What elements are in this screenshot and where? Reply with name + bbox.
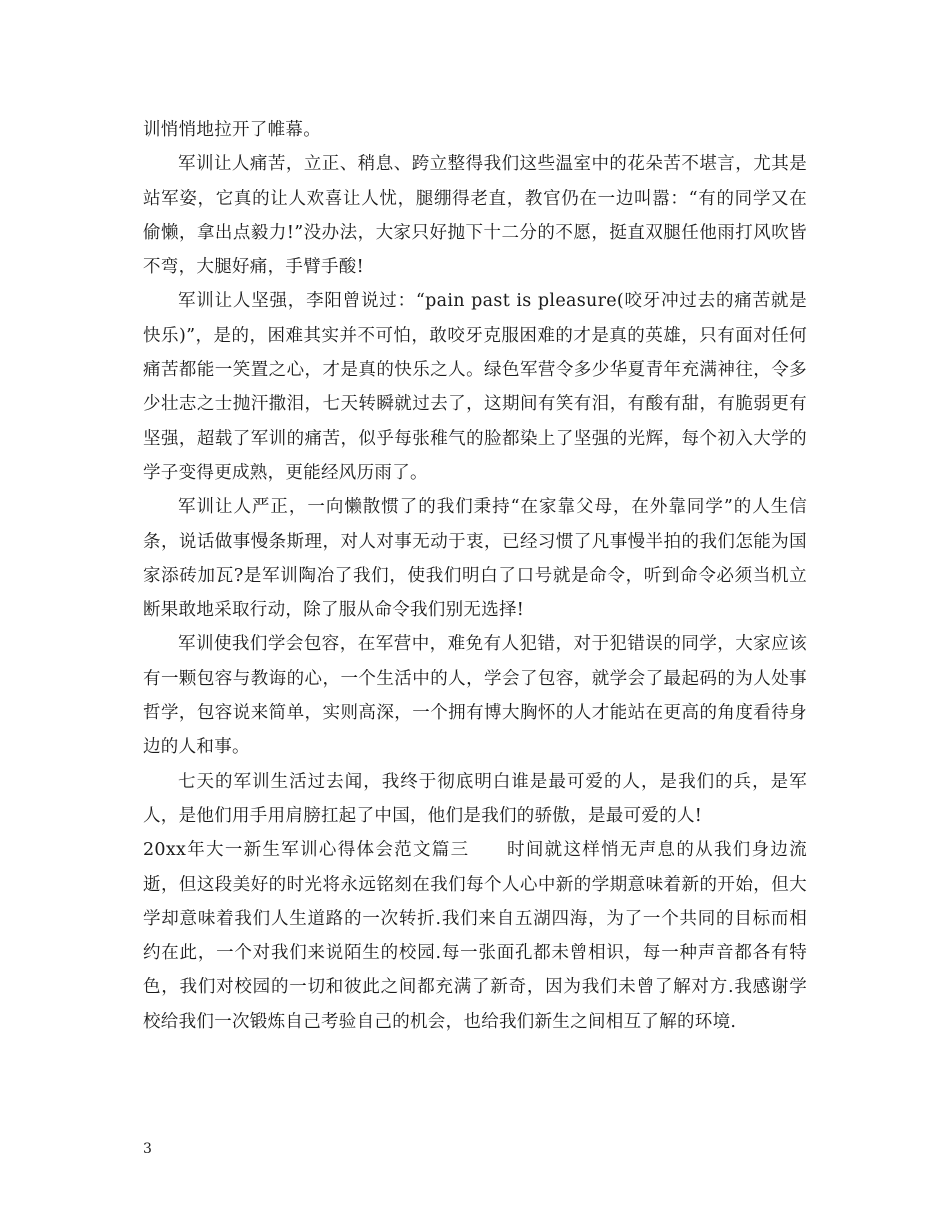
document-body: [143, 113, 807, 1039]
paragraph-5: 军训使我们学会包容，在军营中，难免有人犯错，对于犯错误的同学，大家应该有一颗包容与教诲的心，一个生活中的人，学会了包容，就学会了最起码的为人处事哲学，包容说来简单，实则高深，一个拥有博大胸怀的人才能站在更高的角度看待身边的人和事。: [143, 634, 807, 758]
paragraph-6: 七天的军训生活过去闻，我终于彻底明白谁是最可爱的人，是我们的兵，是军人，是他们用手用肩膀扛起了中国，他们是我们的骄傲，是最可爱的人!: [143, 771, 807, 826]
paragraph-7: 20xx年大一新生军训心得体会范文篇三 时间就这样悄无声息的从我们身边流逝，但这段美好的时光将永远铭刻在我们每个人心中新的学期意味着新的开始，但大学却意味着我们人生道路的一次转折.我们来自五湖四海，为了一个共同的目标而相约在此，一个对我们来说陌生的校园.每一张面孔都未曾相识，每一种声音都各有特色，我们对校园的一切和彼此之间都充满了新奇，因为我们未曾了解对方.我感谢学校给我们一次锻炼自己考验自己的机会，也给我们新生之间相互了解的环境.: [143, 840, 807, 1032]
paragraph-4: 军训让人严正，一向懒散惯了的我们秉持“在家靠父母，在外靠同学”的人生信条，说话做事慢条斯理，对人对事无动于衷，已经习惯了凡事慢半拍的我们怎能为国家添砖加瓦?是军训陶冶了我们，使我们明白了口号就是命令，听到命令必须当机立断果敢地采取行动，除了服从命令我们别无选择!: [143, 497, 807, 621]
paragraph-3: 军训让人坚强，李阳曾说过：“pain past is pleasure(咬牙冲过去的痛苦就是快乐)”，是的，困难其实并不可怕，敢咬牙克服困难的才是真的英雄，只有面对任何痛苦都能一笑置之心，才是真的快乐之人。绿色军营令多少华夏青年充满神往，令多少壮志之士抛汗撒泪，七天转瞬就过去了，这期间有笑有泪，有酸有甜，有脆弱更有坚强，超载了军训的痛苦，似乎每张稚气的脸都染上了坚强的光辉，每个初入大学的学子变得更成熟，更能经风历雨了。: [143, 291, 807, 483]
paragraph-2: 军训让人痛苦，立正、稍息、跨立整得我们这些温室中的花朵苦不堪言，尤其是站军姿，它真的让人欢喜让人忧，腿绷得老直，教官仍在一边叫嚣：“有的同学又在偷懒，拿出点毅力!”没办法，大家只好抛下十二分的不愿，挺直双腿任他雨打风吹皆不弯，大腿好痛，手臂手酸!: [143, 154, 807, 278]
page-number: 3: [143, 1141, 152, 1157]
paragraph-1: 训悄悄地拉开了帷幕。: [143, 120, 321, 140]
